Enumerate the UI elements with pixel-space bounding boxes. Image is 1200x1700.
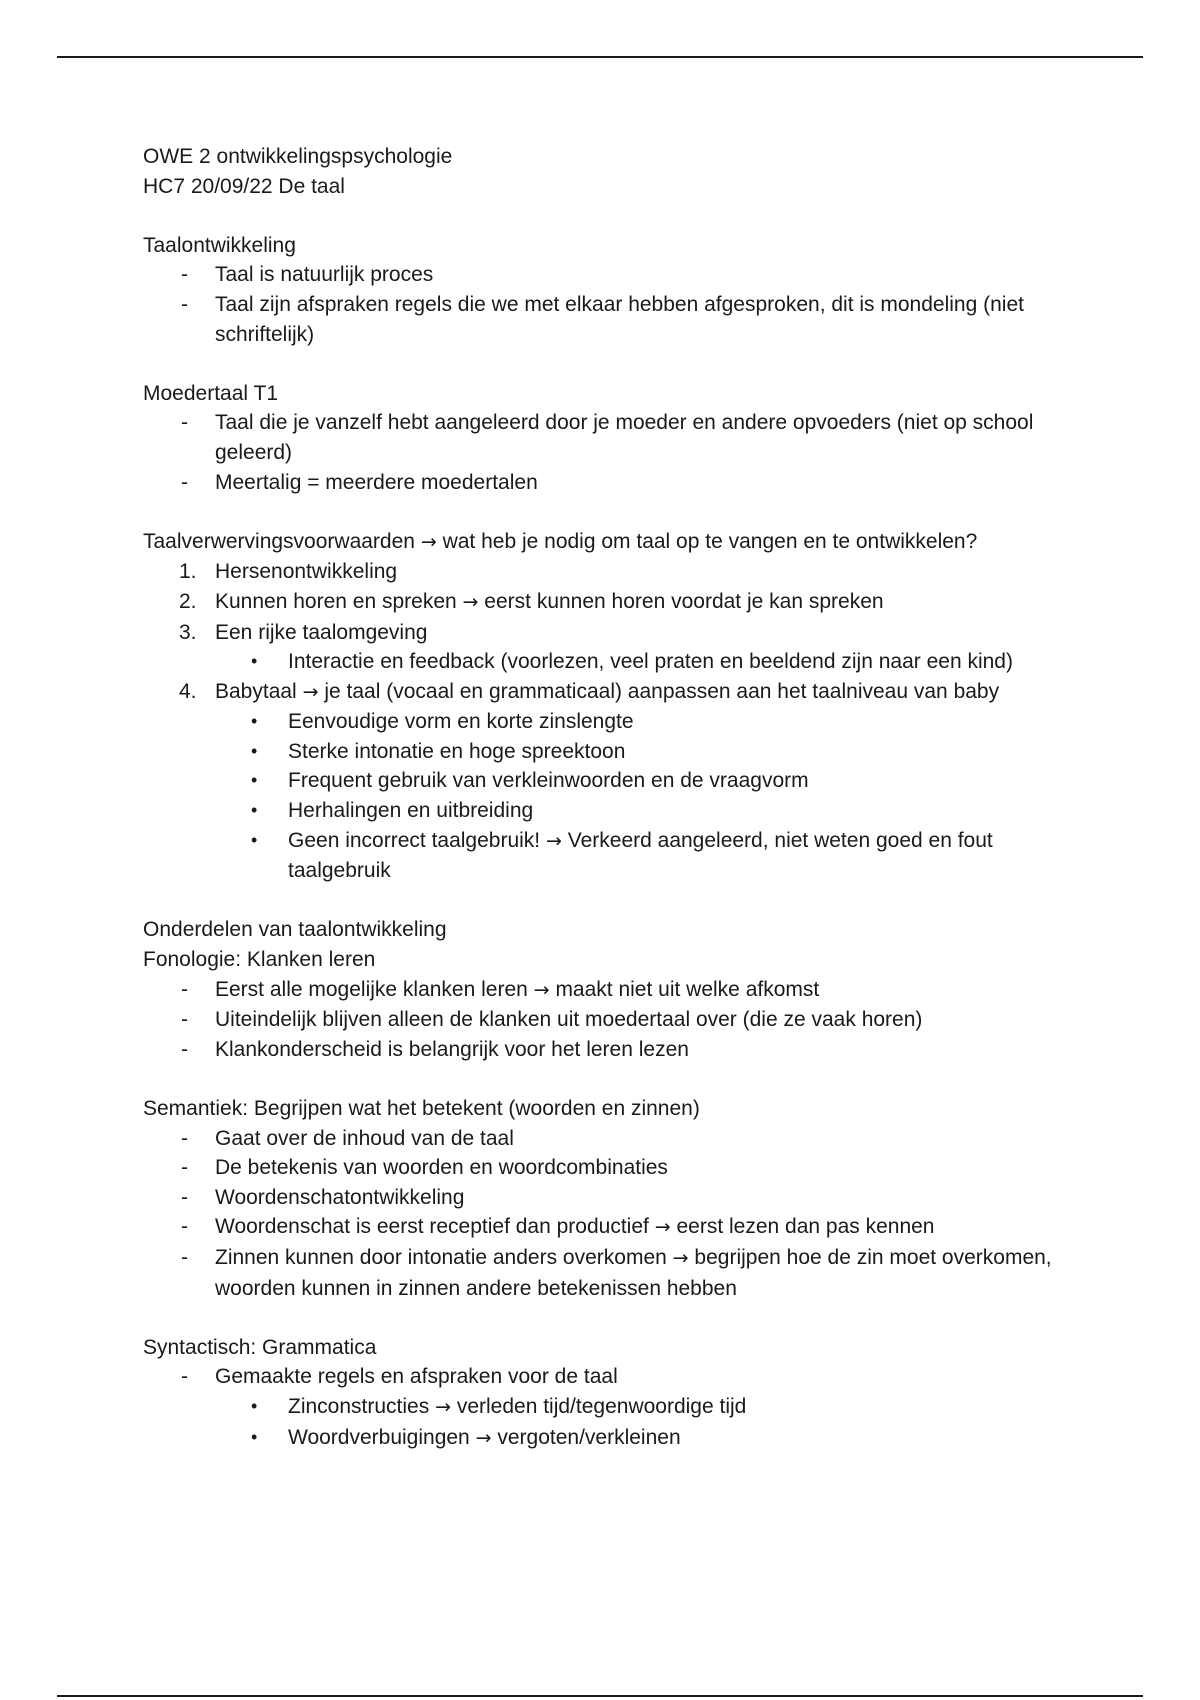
sub-list bbox=[143, 1392, 1083, 1453]
sub-list-item: • Geen incorrect taalgebruik! → Verkeerd aangeleerd, niet weten goed en fout taalgebruik bbox=[143, 826, 1083, 886]
list-item: - Gemaakte regels en afspraken voor de taal bbox=[143, 1362, 1083, 1392]
list-item: - Meertalig = meerdere moedertalen bbox=[143, 468, 1083, 498]
dash-marker: - bbox=[181, 1365, 188, 1389]
section-heading-onderdelen: Onderdelen van taalontwikkeling bbox=[143, 918, 447, 942]
bullet-icon: • bbox=[251, 770, 258, 791]
bullet-icon: • bbox=[251, 711, 258, 732]
footer-rule bbox=[57, 1695, 1143, 1697]
sub-list bbox=[143, 707, 1083, 886]
list-item: - Taal zijn afspraken regels die we met elkaar hebben afgesproken, dit is mondeling (niet schriftelijk) bbox=[143, 290, 1083, 349]
section-heading-moedertaal: Moedertaal T1 bbox=[143, 381, 279, 405]
sub-list bbox=[143, 647, 1083, 677]
sub-list-item: • Woordverbuigingen → vergoten/verkleinen bbox=[143, 1423, 1083, 1454]
dash-marker: - bbox=[181, 1215, 188, 1239]
list-item: 1. Hersenontwikkeling bbox=[179, 560, 398, 584]
moedertaal-list bbox=[143, 408, 1083, 497]
arrow-icon: → bbox=[545, 829, 562, 852]
bullet-icon: • bbox=[251, 800, 258, 821]
bullet-icon: • bbox=[251, 651, 258, 672]
sub-list-item: • Sterke intonatie en hoge spreektoon bbox=[143, 737, 1083, 767]
section-heading-taalontwikkeling: Taalontwikkeling bbox=[143, 233, 296, 257]
list-item: - Taal die je vanzelf hebt aangeleerd door je moeder en andere opvoeders (niet op school geleerd) bbox=[143, 408, 1083, 467]
header-rule bbox=[57, 56, 1143, 58]
list-item: - Taal is natuurlijk proces bbox=[143, 260, 1083, 290]
dash-marker: - bbox=[181, 470, 188, 494]
dash-marker: - bbox=[181, 411, 188, 435]
list-item: - De betekenis van woorden en woordcombinaties bbox=[143, 1153, 1083, 1183]
list-item: - Woordenschatontwikkeling bbox=[143, 1183, 1083, 1213]
arrow-icon: → bbox=[462, 590, 479, 613]
list-item: - Gaat over de inhoud van de taal bbox=[143, 1124, 1083, 1154]
list-item: 3. Een rijke taalomgeving bbox=[179, 620, 428, 644]
semantiek-list bbox=[143, 1124, 1083, 1304]
list-item: 4. Babytaal → je taal (vocaal en grammaticaal) aanpassen aan het taalniveau van baby bbox=[179, 679, 1000, 703]
arrow-icon: → bbox=[475, 1426, 492, 1449]
dash-marker: - bbox=[181, 1037, 188, 1061]
arrow-icon: → bbox=[302, 680, 319, 703]
bullet-icon: • bbox=[251, 1395, 258, 1416]
list-item: - Zinnen kunnen door intonatie anders overkomen → begrijpen hoe de zin moet overkomen, woorden kunnen in zinnen andere betekenissen hebben bbox=[143, 1243, 1083, 1303]
section-heading-fonologie: Fonologie: Klanken leren bbox=[143, 948, 376, 972]
bullet-icon: • bbox=[251, 740, 258, 761]
fonologie-list bbox=[143, 975, 1083, 1065]
list-item: 2. Kunnen horen en spreken → eerst kunnen horen voordat je kan spreken bbox=[179, 589, 884, 613]
arrow-icon: → bbox=[672, 1246, 689, 1269]
section-heading-semantiek: Semantiek: Begrijpen wat het betekent (woorden en zinnen) bbox=[143, 1097, 700, 1120]
list-item: - Uiteindelijk blijven alleen de klanken uit moedertaal over (die ze vaak horen) bbox=[143, 1005, 1083, 1035]
sub-list-item: • Zinconstructies → verleden tijd/tegenwoordige tijd bbox=[143, 1392, 1083, 1423]
dash-marker: - bbox=[181, 1185, 188, 1209]
list-item: - Klankonderscheid is belangrijk voor het leren lezen bbox=[143, 1035, 1083, 1065]
list-item: - Eerst alle mogelijke klanken leren → maakt niet uit welke afkomst bbox=[143, 975, 1083, 1006]
bullet-icon: • bbox=[251, 1426, 258, 1447]
dash-marker: - bbox=[181, 292, 188, 316]
dash-marker: - bbox=[181, 1156, 188, 1180]
arrow-icon: → bbox=[654, 1216, 671, 1239]
taalontwikkeling-list bbox=[143, 260, 1083, 349]
section-heading-voorwaarden: Taalverwervingsvoorwaarden → wat heb je nodig om taal op te vangen en te ontwikkelen? bbox=[143, 529, 978, 553]
document-page bbox=[143, 142, 1083, 1453]
voorwaarden-list bbox=[143, 557, 1083, 886]
dash-marker: - bbox=[181, 263, 188, 287]
arrow-icon: → bbox=[533, 978, 550, 1001]
dash-marker: - bbox=[181, 977, 188, 1001]
sub-list-item: • Frequent gebruik van verkleinwoorden en de vraagvorm bbox=[143, 766, 1083, 796]
list-item: - Woordenschat is eerst receptief dan productief → eerst lezen dan pas kennen bbox=[143, 1212, 1083, 1243]
document-title: OWE 2 ontwikkelingspsychologie bbox=[143, 145, 453, 168]
document-subtitle: HC7 20/09/22 De taal bbox=[143, 174, 345, 198]
sub-list-item: • Interactie en feedback (voorlezen, veel praten en beeldend zijn naar een kind) bbox=[143, 647, 1083, 677]
sub-list-item: • Herhalingen en uitbreiding bbox=[143, 796, 1083, 826]
sub-list-item: • Eenvoudige vorm en korte zinslengte bbox=[143, 707, 1083, 737]
bullet-icon: • bbox=[251, 829, 258, 850]
section-heading-syntactisch: Syntactisch: Grammatica bbox=[143, 1335, 377, 1359]
arrow-icon: → bbox=[435, 1395, 451, 1418]
arrow-icon: → bbox=[420, 530, 437, 553]
dash-marker: - bbox=[181, 1008, 188, 1032]
dash-marker: - bbox=[181, 1245, 188, 1269]
dash-marker: - bbox=[181, 1126, 188, 1150]
syntactisch-list bbox=[143, 1362, 1083, 1453]
